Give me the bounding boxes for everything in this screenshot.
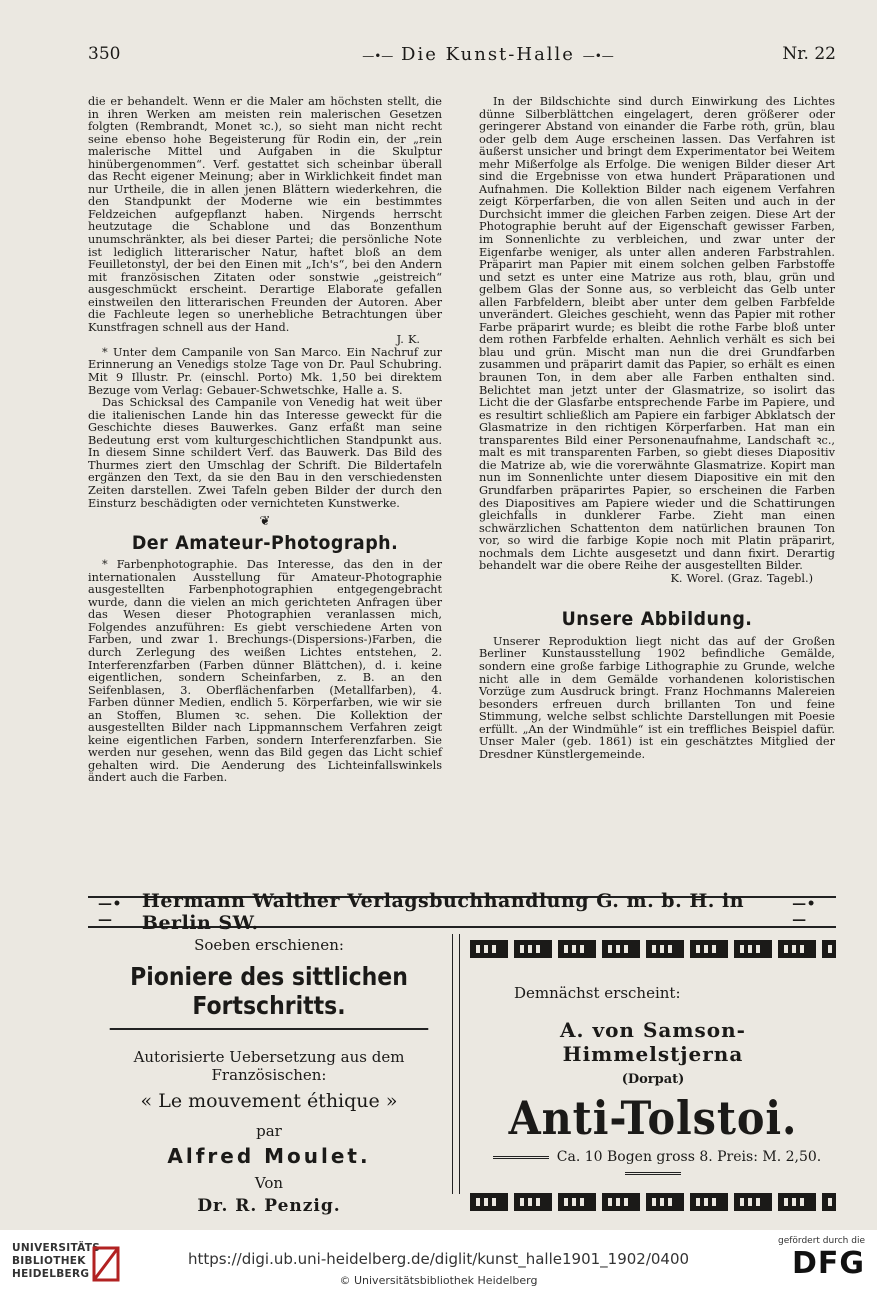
copyright-text: © Universitätsbibliothek Heidelberg <box>339 1274 538 1287</box>
dfg-logo[interactable] <box>765 1236 865 1294</box>
uni-line-2: BIBLIOTHEK <box>12 1255 86 1267</box>
running-title <box>318 44 658 65</box>
page-number: 350 <box>88 44 121 64</box>
advert-left <box>88 934 450 1216</box>
advert-left-von: Von <box>254 1174 284 1192</box>
ornament-border-bottom-icon <box>470 1193 836 1211</box>
uni-line-1: UNIVERSITÄTS- <box>12 1242 105 1254</box>
left-paragraph-4: * Farbenphotographie. Das Interesse, das den in der internationalen Ausstellung für Amateur-Photographie ausgestellten Farbenphotographien entgegengebracht wurde, dann die vielen an mich gerichteten Anfragen über das Wesen dieser Photographien veranlassen mich, Folgendes anzuführen: Es giebt verschiedene Arten von Farben, und zwar 1. Brechungs-(Dispersions-)Farben, die durch Zerlegung des weißen Lichtes entstehen, 2. Interferenzfarben (Farben dünner Blättchen), d. i. keine eigentlichen, sondern Scheinfarben, z. B. an den Seifenblasen, 3. Oberflächenfarben (Metallfarben), 4. Farben dünner Medien, endlich 5. Körperfarben, wie wir sie an Stoffen, Blumen ꝛc. sehen. Die Kollektion der ausgestellten Bilder nach Lippmannschem Verfahren zeigt keine eigentlichen Farben, sondern Interferenzfarben. Sie werden nur gesehen, wenn das Bild gegen das Licht schief gehalten wird. Die Aenderung des Lichteinfallswinkels ändert auch die Farben. <box>88 558 442 785</box>
left-column <box>88 96 442 785</box>
running-title-text: Die Kunst-Halle <box>401 44 575 65</box>
viewer-footer <box>0 1230 877 1300</box>
right-column <box>479 96 835 761</box>
advert-right-announce: Demnächst erscheint: <box>514 984 681 1002</box>
advert-right-details-text: Ca. 10 Bogen gross 8. Preis: M. 2,50. <box>556 1149 822 1165</box>
advert-right-place: (Dorpat) <box>621 1072 685 1087</box>
advert-right <box>470 934 836 1194</box>
left-signature-1: J. K. <box>396 333 420 347</box>
left-ornament-icon: —•— <box>362 49 394 63</box>
advert-left-author: Alfred Moulet. <box>167 1144 371 1168</box>
advert-right-title: Anti-Tolstoi. <box>508 1091 798 1145</box>
advert-left-par: par <box>256 1122 282 1140</box>
publisher-banner <box>88 890 836 934</box>
section-title-abbildung: Unsere Abbildung. <box>561 608 753 631</box>
fleuron-icon: ❦ <box>259 514 271 530</box>
left-paragraph-1: die er behandelt. Wenn er die Maler am höchsten stellt, die in ihren Werken am meisten rein malerischen Gesetzen folgten (Rembrandt, Monet ꝛc.), so sieht man nicht recht seine ebenso hohe Begeisterung für Rodin ein, der „rein malerische Mittel und Aufgaben in die Skulptur hinübergenommen“. Verf. gestattet sich scheinbar überall das Recht eigener Meinung; aber in Wirklichkeit findet man nur Urtheile, die in allen jenen Blättern wiederkehren, die den Standpunkt der Moderne wie ein bestimmtes Feldzeichen aufgepflanzt haben. Nirgends herrscht heutzutage die Schablone und das Bonzenthum unumschränkter, als bei dieser Partei; die persönliche Note ist lediglich litterarischer Natur, haftet bloß an dem Feuilletonstyl, der bei den Einen mit „Ich's“, bei den Andern mit französischen Zitaten oder sonstwie „geistreich“ ausgeschmückt erscheint. Derartige Elaborate gefallen einstweilen den litterarischen Freunden der Autoren. Aber die Fachleute legen so unerhebliche Betrachtungen über Kunstfragen schnell aus der Hand. <box>88 95 442 334</box>
page-header <box>88 44 836 74</box>
dfg-funded-by: gefördert durch die <box>778 1236 865 1246</box>
advert-left-original-title: « Le mouvement éthique » <box>140 1090 398 1112</box>
left-paragraph-3: Das Schicksal des Campanile von Venedig hat weit über die italienischen Lande hin das Interesse geweckt für die Geschichte dieses Bauwerkes. Ganz erfaßt man seine Bedeutung erst vom kulturgeschichtlichen Standpunkt aus. In diesem Sinne schildert Verf. das Bauwerk. Das Bild des Thurmes ziert den Umschlag der Schrift. Die Bildertafeln ergänzen den Text, da sie den Bau in den verschiedensten Zeiten darstellen. Zwei Tafeln geben Bilder der durch den Einsturz beschädigten oder vernichteten Kunstwerke. <box>88 396 442 510</box>
uni-line-3: HEIDELBERG <box>12 1268 90 1280</box>
dfg-wordmark: DFG <box>791 1246 865 1281</box>
advert-left-translation: Autorisierte Uebersetzung aus dem Französischen: <box>133 1048 405 1084</box>
advert-divider <box>452 934 460 1194</box>
source-url-link[interactable]: https://digi.ub.uni-heidelberg.de/diglit/kunst_halle1901_1902/0400 <box>187 1250 690 1268</box>
advert-left-translator: Dr. R. Penzig. <box>197 1196 341 1216</box>
advert-right-author: A. von Samson-Himmelstjerna <box>560 1018 746 1066</box>
advert-right-details <box>470 1149 836 1181</box>
section-title-amateur: Der Amateur-Photograph. <box>131 531 399 554</box>
issue-number: Nr. 22 <box>782 44 836 64</box>
right-paragraph-1: In der Bildschichte sind durch Einwirkung des Lichtes dünne Silberblättchen eingelagert, deren größerer oder geringerer Abstand von einander die Farbe roth, grün, blau oder gelb dem Auge erscheinen lassen. Das Verfahren ist äußerst unsicher und bringt dem Experimentator bei Weitem mehr Mißerfolge als Erfolge. Die wenigen Bilder dieser Art sind die Ergebnisse von etwa hundert Präparationen und Aufnahmen. Die Kollektion Bilder nach eigenem Verfahren zeigt Körperfarben, die von allen Seiten und auch in der Durchsicht immer die gleichen Farben zeigen. Diese Art der Photographie beruht auf der Eigenschaft gewisser Farben, im Sonnenlichte zu verbleichen, und zwar unter der Eigenfarbe weniger, als unter allen anderen Farbstrahlen. Präparirt man Papier mit einem solchen gelben Farbstoffe und setzt es unter eine Matrize aus roth, blau, grün und gelbem Glas der Sonne aus, so verbleicht das Gelb unter allen Farbfeldern, bleibt aber unter dem gelben Farbfelde unverändert. Gleiches geschieht, wenn das Papier mit rother Farbe präparirt wurde; es bleibt die rothe Farbe bloß unter dem rothen Farbfelde erhalten. Aehnlich verhält es sich bei blau und grün. Mischt man nun die drei Grundfarben zusammen und präparirt damit das Papier, so erhält es einen braunen Ton, in dem aber alle Farben enthalten sind. Belichtet man jetzt unter der Glasmatrize, so isolirt das Licht die der Glasfarbe entsprechende Farbe im Papiere, und es resultirt schließlich am Papiere ein farbiger Abklatsch der Glasmatrize in den richtigen Körperfarben. Hat man ein transparentes Bild einer Personenaufnahme, Landschaft ꝛc., malt es mit transparenten Farben, so giebt dieses Diapositiv die Matrize ab, wie die vorerwähnte Glasmatrize. Kopirt man nun im Sonnenlichte unter diesem Diapositive ein mit den Grundfarben präparirtes Papier, so erscheinen die Farben des Diapositives am Papiere wieder und die Schattirungen gleichfalls in dunklerer Farbe. Zieht man einen schwärzlichen Schattenton dem natürlichen braunen Ton vor, so wird die farbige Kopie noch mit Platin präparirt, nochmals dem Lichte ausgesetzt und dann fixirt. Derartig behandelt war die obere Reihe der ausgestellten Bilder. <box>479 95 835 573</box>
details-left-rule <box>493 1156 549 1159</box>
banner-right-ornament-icon: —•— <box>792 896 817 928</box>
banner-left-ornament-icon: —•— <box>98 896 122 928</box>
details-right-rule <box>625 1172 681 1175</box>
right-signature-1: K. Worel. (Graz. Tagebl.) <box>670 571 813 585</box>
right-paragraph-2: Unserer Reproduktion liegt nicht das auf der Großen Berliner Kunstausstellung 1902 befindliche Gemälde, sondern eine große farbige Lithographie zu Grunde, welche nicht alle in dem Gemälde vorhandenen koloristischen Vorzüge zum Ausdruck bringt. Franz Hochmanns Malereien besonders erfreuen durch brillanten Ton und feine Stimmung, welche selbst schlichte Darstellungen mit Poesie erfüllt. „An der Windmühle“ ist ein treffliches Beispiel dafür. Unser Maler (geb. 1861) ist ein geschätztes Mitglied der Dresdner Künstlergemeinde. <box>479 634 835 761</box>
right-ornament-icon: —•— <box>582 49 614 63</box>
left-paragraph-2: * Unter dem Campanile von San Marco. Ein Nachruf zur Erinnerung an Venedigs stolze Tage von Dr. Paul Schubring. Mit 9 Illustr. Pr. (einschl. Porto) Mk. 1,50 bei direktem Bezuge vom Verlag: Gebauer-Schwetschke, Halle a. S. <box>88 345 442 397</box>
advert-left-title: Pioniere des sittlichen Fortschritts. <box>110 962 429 1030</box>
publisher-banner-text: Hermann Walther Verlagsbuchhandlung G. m. b. H. in Berlin SW. <box>141 890 745 934</box>
advert-left-announce: Soeben erschienen: <box>194 936 344 954</box>
ornament-border-top-icon <box>470 940 836 958</box>
